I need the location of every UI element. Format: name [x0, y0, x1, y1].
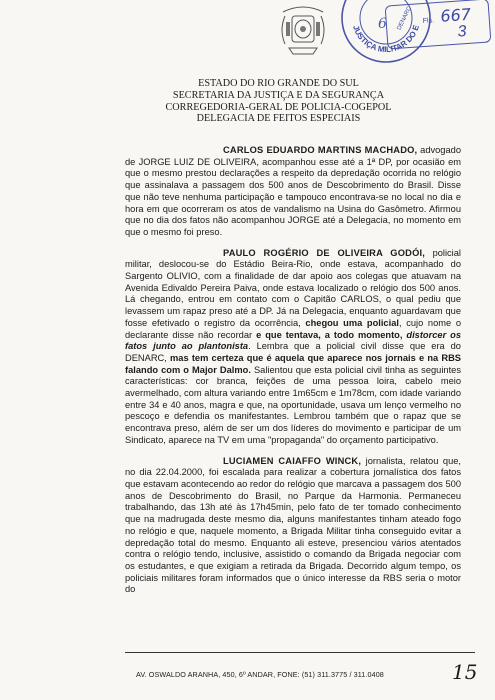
letterhead-secretariat: SECRETARIA DA JUSTIÇA E DA SEGURANÇA — [172, 89, 385, 101]
witness-name: PAULO ROGÉRIO DE OLIVEIRA GODÓI, — [223, 247, 426, 258]
testimony-paragraph — [125, 456, 461, 596]
emphasis-text: chegou uma policial — [305, 317, 399, 328]
letterhead-department: CORREGEDORIA-GERAL DE POLICIA-COGEPOL — [165, 101, 392, 113]
letterhead-state: ESTADO DO RIO GRANDE DO SUL — [198, 78, 359, 89]
testimony-text: . Lembra que a policial civil disse que era do DENARC, — [125, 341, 461, 363]
emphasis-text: mas tem certeza que é aquela que aparece nos jornais e na RBS falando com o Major Dalmo. — [125, 352, 461, 375]
witness-name: LUCIAMEN CAIAFFO WINCK, — [223, 455, 362, 466]
testimony-text: jornalista, relatou que, no dia 22.04.2000, foi escalada para realizar a cobertura jornalística dos fatos que estavam acontecendo ao redor do relógio que marcava a passagem dos 500 anos de Descobrimento do Brasil, no Parque da Harmonia. Permaneceu trabalhando, das 13h até às 17h45min, pelo fato de ter tomado conhecimento que na madrugada deste mesmo dia, alguns manifestantes tinham ateado fogo no relógio e que, naquele momento, a Brigada Militar tinha conseguido evitar a depredação total do mesmo. Enquanto ali esteve, presenciou vários atentados contra o relógio tendo, inclusive, assistido o comando da Brigada negociar com os estudantes, e que exigiam a retirada da Brigada. Decorrido algum tempo, os policiais militares foram informados que o único interesse da RBS seria o motor do — [125, 455, 461, 595]
sheet-number-stamp — [385, 0, 492, 50]
document-body — [125, 145, 461, 605]
testimony-text: policial militar, deslocou-se do Estádio Beira-Rio, onde estava, acompanhado do Sargento OLIVIO, com a finalidade de dar apoio aos colegas que atuavam na Avenida Edivaldo Pereira Paiva, onde estava localizado o relógio dos 500 anos. Lá chegando, entrou em contato com o Capitão CARLOS, o qual pediu que levassem um rapaz preso até a DP. Já na Delegacia, enquanto aguardavam que fosse efetivado o registro da ocorrência, — [125, 247, 461, 328]
testimony-text: , cujo nome o declarante disse não recordar — [125, 317, 461, 340]
round-stamp-text: JUSTIÇA MILITAR DO E — [351, 23, 422, 55]
testimony-paragraph — [125, 145, 461, 239]
emphasis-italic-text: distorcer os fatos junto ao plantonista — [125, 329, 461, 352]
testimony-text: advogado de JORGE LUIZ DE OLIVEIRA, acompanhou esse até a 1ª DP, por ocasião em que o mesmo prestou declarações a respeito da depredação ocorrida no relógio que assinalava a passagem dos 500 anos de Descobrimento do Brasil. Disse que não teve nenhuma participação e tampouco encontrava-se no local no dia e hora em que ocorreram os atos de vandalismo na Usina do Gasômetro. Afirmou que no dia dos fatos não acompanhou JORGE até a Delegacia, no momento em que o mesmo foi preso. — [125, 145, 461, 237]
stamp-label: DENARC — [396, 5, 414, 32]
letterhead-office: DELEGACIA DE FEITOS ESPECIAIS — [196, 113, 361, 125]
emphasis-text: e que tentava, a todo momento, — [256, 329, 407, 340]
testimony-text: Salientou que esta policial civil tinha as seguintes características: cor branca, feições de uma pessoa loira, cabelo meio avermelhado, com altura variando entre 1m65cm e 1m78cm, com idade variando entre 34 e 40 anos, magra e que, na oportunidade, usava um lenço vermelho no pescoço e defendia os manifestantes. Lembrou também que o rapaz que se encontrava preso, além de ser um dos líderes do movimento e participar de um Sindicato, aparece na TV em uma "propaganda" do orçamento participativo. — [125, 364, 461, 445]
stamp-sheet-number: 667 — [439, 4, 472, 26]
stamp-fls-label: Fls. — [422, 17, 435, 26]
footer-divider — [125, 652, 475, 653]
svg-text:6: 6 — [378, 16, 387, 32]
witness-name: CARLOS EDUARDO MARTINS MACHADO, — [223, 145, 418, 155]
testimony-paragraph — [125, 248, 461, 447]
stamp-initials: 3 — [457, 23, 468, 41]
footer-address: AV. OSWALDO ARANHA, 450, 6º ANDAR, FONE: (51) 311.3775 / 311.0408 — [136, 670, 384, 679]
letterhead — [0, 78, 495, 125]
handwritten-page-number: 15 — [452, 660, 478, 684]
coat-of-arms-icon — [275, 2, 331, 58]
